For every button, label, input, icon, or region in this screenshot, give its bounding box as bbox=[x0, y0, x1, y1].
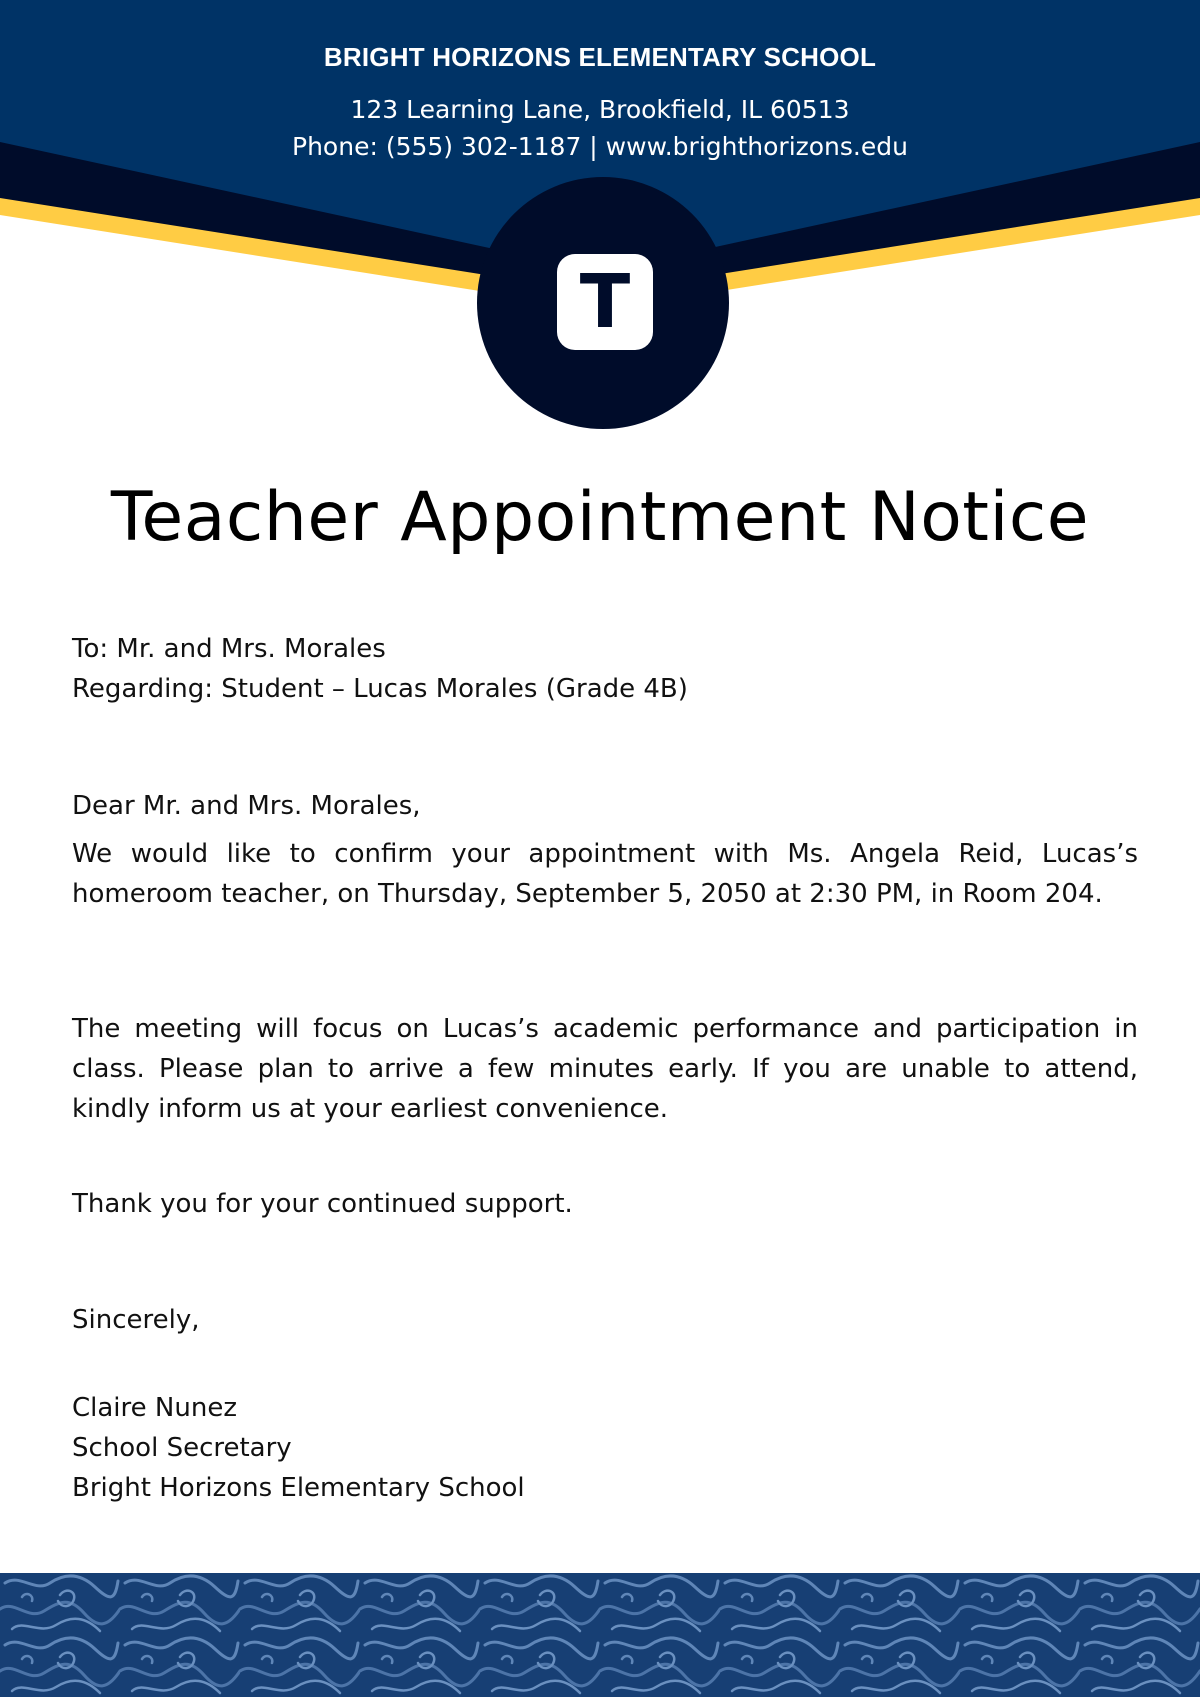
logo-badge bbox=[557, 254, 653, 350]
regarding-line: Regarding: Student – Lucas Morales (Grade 4B) bbox=[72, 674, 688, 704]
school-address: 123 Learning Lane, Brookfield, IL 60513 bbox=[350, 95, 850, 124]
document-title: Teacher Appointment Notice bbox=[110, 478, 1090, 557]
signature-name: Claire Nunez bbox=[72, 1393, 237, 1423]
signature-organization: Bright Horizons Elementary School bbox=[72, 1473, 525, 1503]
recipient-line: To: Mr. and Mrs. Morales bbox=[72, 634, 386, 664]
closing: Sincerely, bbox=[72, 1305, 200, 1335]
paragraph-appointment: We would like to confirm your appointment with Ms. Angela Reid, Lucas’s homeroom teacher, on Thursday, September 5, 2050 at 2:30 PM, in Room 204. bbox=[72, 839, 1138, 909]
footer-pattern-band bbox=[0, 1573, 1200, 1697]
salutation: Dear Mr. and Mrs. Morales, bbox=[72, 791, 421, 821]
school-contact: Phone: (555) 302-1187 | www.brighthorizons.edu bbox=[292, 132, 908, 161]
thanks-line: Thank you for your continued support. bbox=[72, 1189, 573, 1219]
logo-letter: T bbox=[579, 259, 631, 345]
signature-role: School Secretary bbox=[72, 1433, 292, 1463]
school-name: BRIGHT HORIZONS ELEMENTARY SCHOOL bbox=[323, 42, 877, 72]
paragraph-meeting-focus: The meeting will focus on Lucas’s academic performance and participation in class. Please plan to arrive a few minutes early. If you are unable to attend, kindly inform us at your earliest convenience. bbox=[72, 1014, 1138, 1124]
squiggle-pattern bbox=[0, 1573, 1200, 1697]
